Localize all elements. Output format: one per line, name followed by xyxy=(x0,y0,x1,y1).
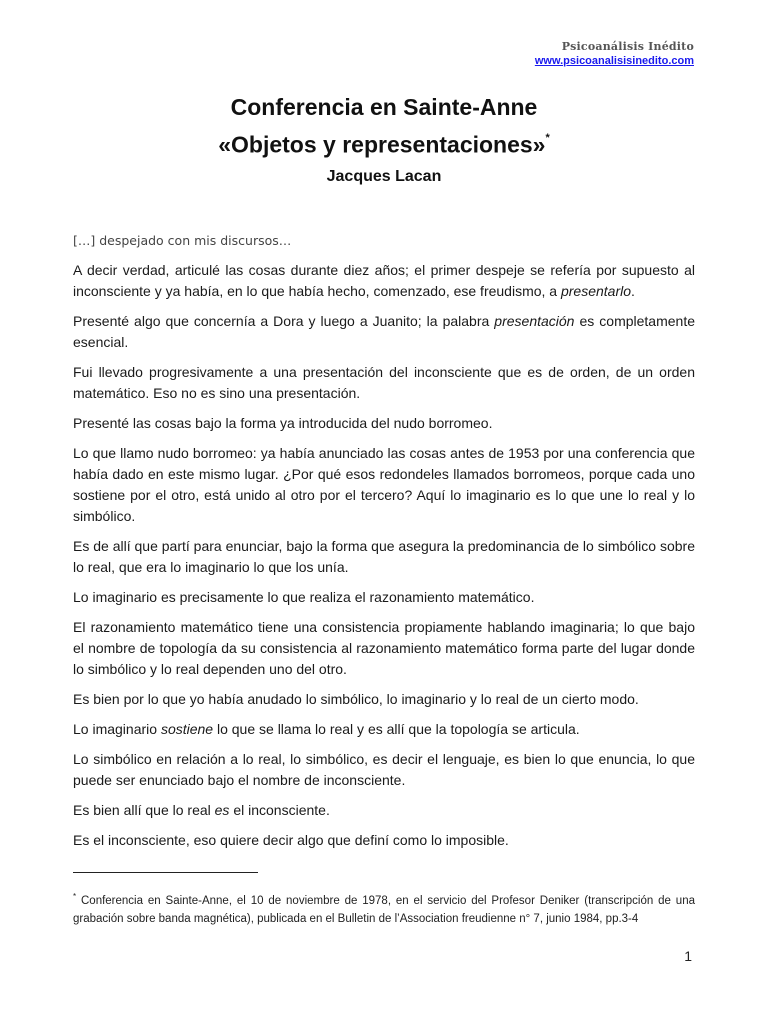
paragraph-4: Presenté las cosas bajo la forma ya introducida del nudo borromeo. xyxy=(73,415,493,431)
footnote-text: Conferencia en Sainte-Anne, el 10 de noviembre de 1978, en el servicio del Profesor Deniker (transcripción de una grabación sobre banda magnética), publicada en el Bulletin de l’Association freudienne n° 7, junio 1984, pp.3-4 xyxy=(73,894,695,925)
footnote-marker: * xyxy=(73,892,77,901)
document-subtitle xyxy=(0,124,768,162)
paragraph-text: . xyxy=(631,283,635,299)
paragraph-text: es completamente esencial. xyxy=(73,313,695,350)
subtitle-text: «Objetos y representaciones» xyxy=(218,131,546,158)
footnote-divider xyxy=(73,872,258,873)
paragraph-5: Lo que llamo nudo borromeo: ya había anunciado las cosas antes de 1953 por una conferencia que había dado en este mismo lugar. ¿Por qué esos redondeles llamados borromeos, porque cada uno sostiene por el otro, está unido al otro por el tercero? Aquí lo imaginario es lo que une lo real y lo simbólico. xyxy=(73,445,695,524)
paragraph-8: El razonamiento matemático tiene una consistencia propiamente hablando imaginaria; lo que bajo el nombre de topología da su consistencia al razonamiento matemático forma parte del lugar donde lo simbólico y lo real dependen uno del otro. xyxy=(73,619,695,677)
document-title: Conferencia en Sainte-Anne xyxy=(230,94,538,120)
paragraph-11: Lo simbólico en relación a lo real, lo simbólico, es decir el lenguaje, es bien lo que enuncia, lo que puede ser enunciado bajo el nombre de inconsciente. xyxy=(73,751,695,788)
footnote xyxy=(73,888,695,928)
paragraph-text: Lo imaginario xyxy=(73,721,161,737)
site-url-link[interactable]: www.psicoanalisisinedito.com xyxy=(534,55,694,67)
paragraph-13: Es el inconsciente, eso quiere decir algo que definí como lo imposible. xyxy=(73,832,509,848)
paragraph-2 xyxy=(73,311,695,353)
title-block xyxy=(0,90,768,188)
paragraph-12 xyxy=(73,800,695,821)
page-number: 1 xyxy=(684,948,692,964)
author-name: Jacques Lacan xyxy=(326,167,442,185)
site-header xyxy=(535,40,694,68)
paragraph-6: Es de allí que partí para enunciar, bajo la forma que asegura la predominancia de lo simbólico sobre lo real, que era lo imaginario lo que los unía. xyxy=(73,538,695,575)
title-footnote-marker[interactable]: * xyxy=(545,132,550,144)
paragraph-text: Presenté algo que concernía a Dora y luego a Juanito; la palabra xyxy=(73,313,495,329)
site-name: Psicoanálisis Inédito xyxy=(561,40,694,53)
paragraph-9: Es bien por lo que yo había anudado lo simbólico, lo imaginario y lo real de un cierto modo. xyxy=(73,691,639,707)
emphasis-text: sostiene xyxy=(160,721,214,737)
paragraph-text: Es bien allí que lo real xyxy=(73,802,215,818)
emphasis-text: presentación xyxy=(494,313,575,329)
emphasis-text: es xyxy=(214,802,230,818)
paragraph-7: Lo imaginario es precisamente lo que realiza el razonamiento matemático. xyxy=(73,589,535,605)
paragraph-text: lo que se llama lo real y es allí que la topología se articula. xyxy=(213,721,580,737)
emphasis-text: presentarlo xyxy=(560,283,632,299)
intro-paragraph: […] despejado con mis discursos… xyxy=(73,233,292,248)
paragraph-3: Fui llevado progresivamente a una presentación del inconsciente que es de orden, de un orden matemático. Eso no es sino una presentación. xyxy=(73,364,695,401)
paragraph-10 xyxy=(73,719,695,740)
paragraph-text: el inconsciente. xyxy=(229,802,330,818)
paragraph-1 xyxy=(73,260,695,302)
paragraph-text: A decir verdad, articulé las cosas durante diez años; el primer despeje se refería por supuesto al inconsciente y ya había, en lo que había hecho, comenzado, ese freudismo, a xyxy=(73,262,695,299)
document-body xyxy=(73,230,695,860)
